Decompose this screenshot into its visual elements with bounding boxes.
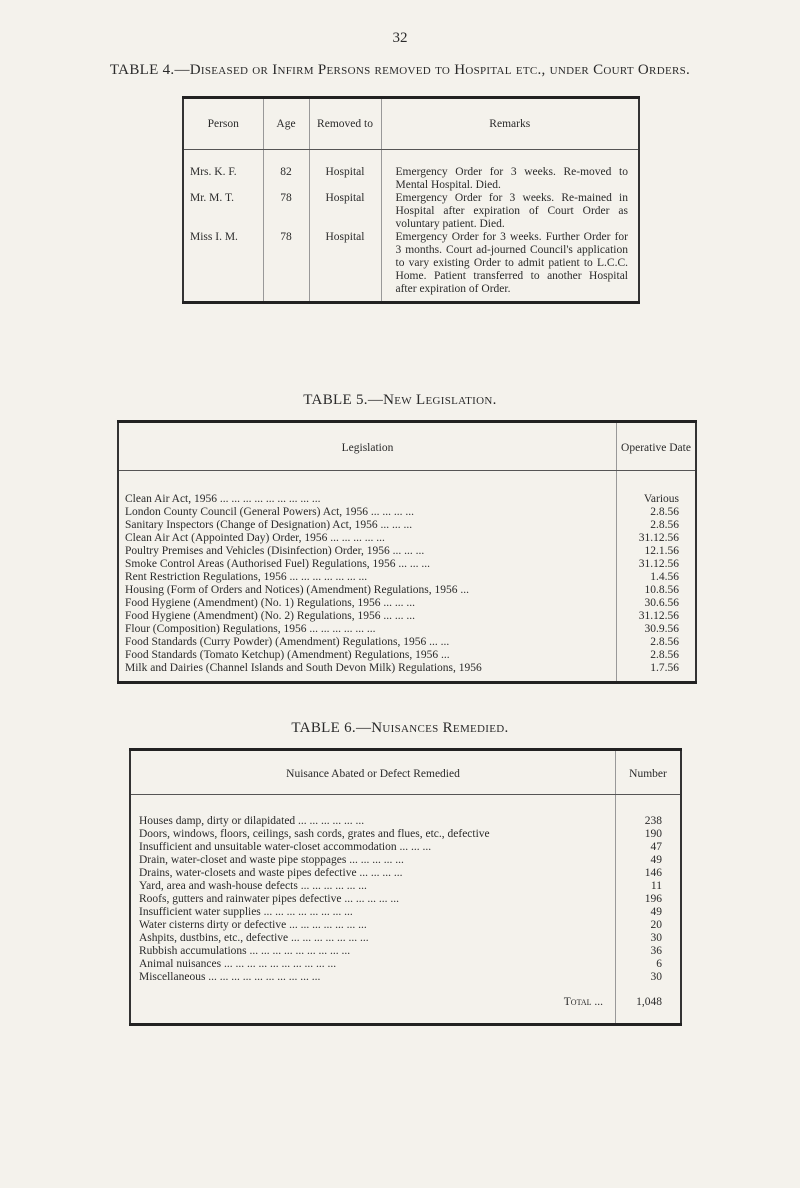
- table5-cell-legislation: Poultry Premises and Vehicles (Disinfection) Order, 1956 ... ... ...: [125, 545, 425, 557]
- table4-cell-person: Mr. M. T.: [190, 192, 234, 204]
- table6-cell-number: 6: [616, 958, 682, 971]
- table6-cell-nuisance: Rubbish accumulations ... ... ... ... ... ... ... ... ...: [139, 945, 351, 957]
- table4-header-person: Person: [183, 98, 263, 150]
- table6-cell-number: 47: [616, 841, 682, 854]
- table5-cell-date: 30.9.56: [617, 623, 697, 636]
- table5-cell-legislation: Milk and Dairies (Channel Islands and South Devon Milk) Regulations, 1956: [125, 662, 482, 674]
- table6-cell-nuisance: Yard, area and wash-house defects ... ... ... ... ... ...: [139, 880, 367, 892]
- total-row: [130, 984, 681, 1025]
- table-row: [130, 867, 681, 880]
- table-row: [183, 231, 639, 303]
- table6-cell-number: 49: [616, 854, 682, 867]
- table6: [129, 748, 682, 1026]
- table-row: [118, 623, 696, 636]
- table4-cell-remarks: Emergency Order for 3 weeks. Further Order for 3 months. Court ad-journed Council's application to vary existing Order to admit patient to L.C.C. Home. Patient transferred to another Hospital after expiration of Order.: [381, 231, 639, 303]
- table-row: [130, 828, 681, 841]
- table5-cell-legislation: Clean Air Act (Appointed Day) Order, 1956 ... ... ... ... ...: [125, 532, 385, 544]
- table-row: [118, 649, 696, 662]
- table5-cell-legislation: London County Council (General Powers) Act, 1956 ... ... ... ...: [125, 506, 415, 518]
- table5-cell-date: 31.12.56: [617, 532, 697, 545]
- table6-cell-number: 190: [616, 828, 682, 841]
- table-row: [130, 945, 681, 958]
- table-row: [118, 558, 696, 571]
- table-row: [130, 841, 681, 854]
- table5-cell-date: 2.8.56: [617, 506, 697, 519]
- table4-title-text: Diseased or Infirm Persons removed to Hospital etc., under Court Orders.: [189, 62, 691, 78]
- table-row: [118, 545, 696, 558]
- table4-cell-age: 78: [263, 231, 309, 303]
- table6-cell-nuisance: Roofs, gutters and rainwater pipes defective ... ... ... ... ...: [139, 893, 399, 905]
- table4-cell-person: Mrs. K. F.: [190, 166, 237, 178]
- table5-cell-date: 31.12.56: [617, 610, 697, 623]
- table6-cell-nuisance: Houses damp, dirty or dilapidated ... ... ... ... ... ...: [139, 815, 365, 827]
- table6-title: [0, 720, 800, 737]
- table4-header-age: Age: [263, 98, 309, 150]
- table6-title-text: Nuisances Remedied.: [371, 720, 509, 736]
- table6-header-nuisance: Nuisance Abated or Defect Remedied: [130, 750, 616, 795]
- table5-header-date: Operative Date: [617, 422, 697, 471]
- table4-cell-person: Miss I. M.: [190, 231, 238, 243]
- table4-cell-remarks: Emergency Order for 3 weeks. Re-mained in Hospital after expiration of Court Order as voluntary patient. Died.: [381, 192, 639, 231]
- table4-cell-remarks: Emergency Order for 3 weeks. Re-moved to Mental Hospital. Died.: [381, 150, 639, 193]
- table-row: [118, 571, 696, 584]
- table6-cell-nuisance: Miscellaneous ... ... ... ... ... ... ... ... ... ...: [139, 971, 321, 983]
- table-row: [118, 471, 696, 507]
- table5-cell-legislation: Smoke Control Areas (Authorised Fuel) Regulations, 1956 ... ... ...: [125, 558, 431, 570]
- table-row: [130, 958, 681, 971]
- table5-cell-date: 2.8.56: [617, 636, 697, 649]
- table5-title: [0, 392, 800, 409]
- table-row: [130, 971, 681, 984]
- table6-cell-nuisance: Drains, water-closets and waste pipes defective ... ... ... ...: [139, 867, 403, 879]
- table6-cell-number: 11: [616, 880, 682, 893]
- table-row: [118, 532, 696, 545]
- table5-cell-legislation: Food Standards (Tomato Ketchup) (Amendment) Regulations, 1956 ...: [125, 649, 450, 661]
- table5-cell-legislation: Food Standards (Curry Powder) (Amendment) Regulations, 1956 ... ...: [125, 636, 450, 648]
- table-row: [118, 506, 696, 519]
- table-row: [130, 854, 681, 867]
- table-row: [130, 906, 681, 919]
- table6-cell-nuisance: Insufficient and unsuitable water-closet accommodation ... ... ...: [139, 841, 432, 853]
- table5-title-prefix: TABLE 5.—: [303, 392, 384, 408]
- table5-cell-legislation: Clean Air Act, 1956 ... ... ... ... ... ... ... ... ...: [125, 493, 321, 505]
- table4-header-removed-to: Removed to: [309, 98, 381, 150]
- table4-header-remarks: Remarks: [381, 98, 639, 150]
- table5-cell-date: 1.7.56: [617, 662, 697, 683]
- table6-cell-number: 20: [616, 919, 682, 932]
- table6-cell-nuisance: Drain, water-closet and waste pipe stoppages ... ... ... ... ...: [139, 854, 404, 866]
- table-row: [183, 150, 639, 193]
- table4-cell-removed-to: Hospital: [309, 150, 381, 193]
- table5-cell-date: Various: [617, 471, 697, 507]
- table5-cell-date: 12.1.56: [617, 545, 697, 558]
- table5-cell-date: 30.6.56: [617, 597, 697, 610]
- table5-cell-date: 2.8.56: [617, 519, 697, 532]
- table6-title-prefix: TABLE 6.—: [291, 720, 372, 736]
- table5-cell-legislation: Flour (Composition) Regulations, 1956 ... ... ... ... ... ...: [125, 623, 376, 635]
- table6-cell-nuisance: Animal nuisances ... ... ... ... ... ... ... ... ... ...: [139, 958, 337, 970]
- table6-cell-number: 146: [616, 867, 682, 880]
- table-row: [130, 919, 681, 932]
- table6-cell-nuisance: Doors, windows, floors, ceilings, sash cords, grates and flues, etc., defective: [139, 828, 490, 840]
- table-row: [130, 880, 681, 893]
- table-row: [130, 795, 681, 829]
- table6-cell-number: 30: [616, 932, 682, 945]
- table4-cell-age: 82: [263, 150, 309, 193]
- total-value: 1,048: [616, 984, 682, 1025]
- page-number: 32: [392, 30, 408, 46]
- table-row: [118, 584, 696, 597]
- table-row: [130, 893, 681, 906]
- table-row: [183, 192, 639, 231]
- table-row: [118, 662, 696, 683]
- table6-cell-number: 196: [616, 893, 682, 906]
- table5-header-legislation: Legislation: [118, 422, 617, 471]
- table5-cell-date: 31.12.56: [617, 558, 697, 571]
- table5-title-text: New Legislation.: [383, 392, 497, 408]
- total-label: Total ...: [563, 996, 603, 1008]
- table4-cell-removed-to: Hospital: [309, 192, 381, 231]
- table5-cell-legislation: Housing (Form of Orders and Notices) (Amendment) Regulations, 1956 ...: [125, 584, 469, 596]
- table5-cell-legislation: Rent Restriction Regulations, 1956 ... ... ... ... ... ... ...: [125, 571, 368, 583]
- table4-cell-age: 78: [263, 192, 309, 231]
- table4: [182, 96, 640, 304]
- table5-cell-date: 1.4.56: [617, 571, 697, 584]
- table4-title: [0, 62, 800, 79]
- table5-cell-date: 2.8.56: [617, 649, 697, 662]
- table6-header-number: Number: [616, 750, 682, 795]
- table-row: [118, 597, 696, 610]
- table5-cell-legislation: Food Hygiene (Amendment) (No. 2) Regulations, 1956 ... ... ...: [125, 610, 416, 622]
- table-row: [118, 519, 696, 532]
- table5: [117, 420, 697, 684]
- table6-cell-number: 36: [616, 945, 682, 958]
- table5-cell-legislation: Sanitary Inspectors (Change of Designation) Act, 1956 ... ... ...: [125, 519, 413, 531]
- table4-title-prefix: TABLE 4.—: [109, 62, 190, 78]
- table4-cell-removed-to: Hospital: [309, 231, 381, 303]
- table6-cell-nuisance: Insufficient water supplies ... ... ... ... ... ... ... ...: [139, 906, 353, 918]
- table6-cell-nuisance: Water cisterns dirty or defective ... ... ... ... ... ... ...: [139, 919, 367, 931]
- table5-cell-date: 10.8.56: [617, 584, 697, 597]
- table-row: [130, 932, 681, 945]
- table5-cell-legislation: Food Hygiene (Amendment) (No. 1) Regulations, 1956 ... ... ...: [125, 597, 416, 609]
- table-row: [118, 636, 696, 649]
- table6-cell-number: 49: [616, 906, 682, 919]
- table6-cell-nuisance: Ashpits, dustbins, etc., defective ... ... ... ... ... ... ...: [139, 932, 369, 944]
- table6-cell-number: 30: [616, 971, 682, 984]
- table-row: [118, 610, 696, 623]
- table6-cell-number: 238: [616, 795, 682, 829]
